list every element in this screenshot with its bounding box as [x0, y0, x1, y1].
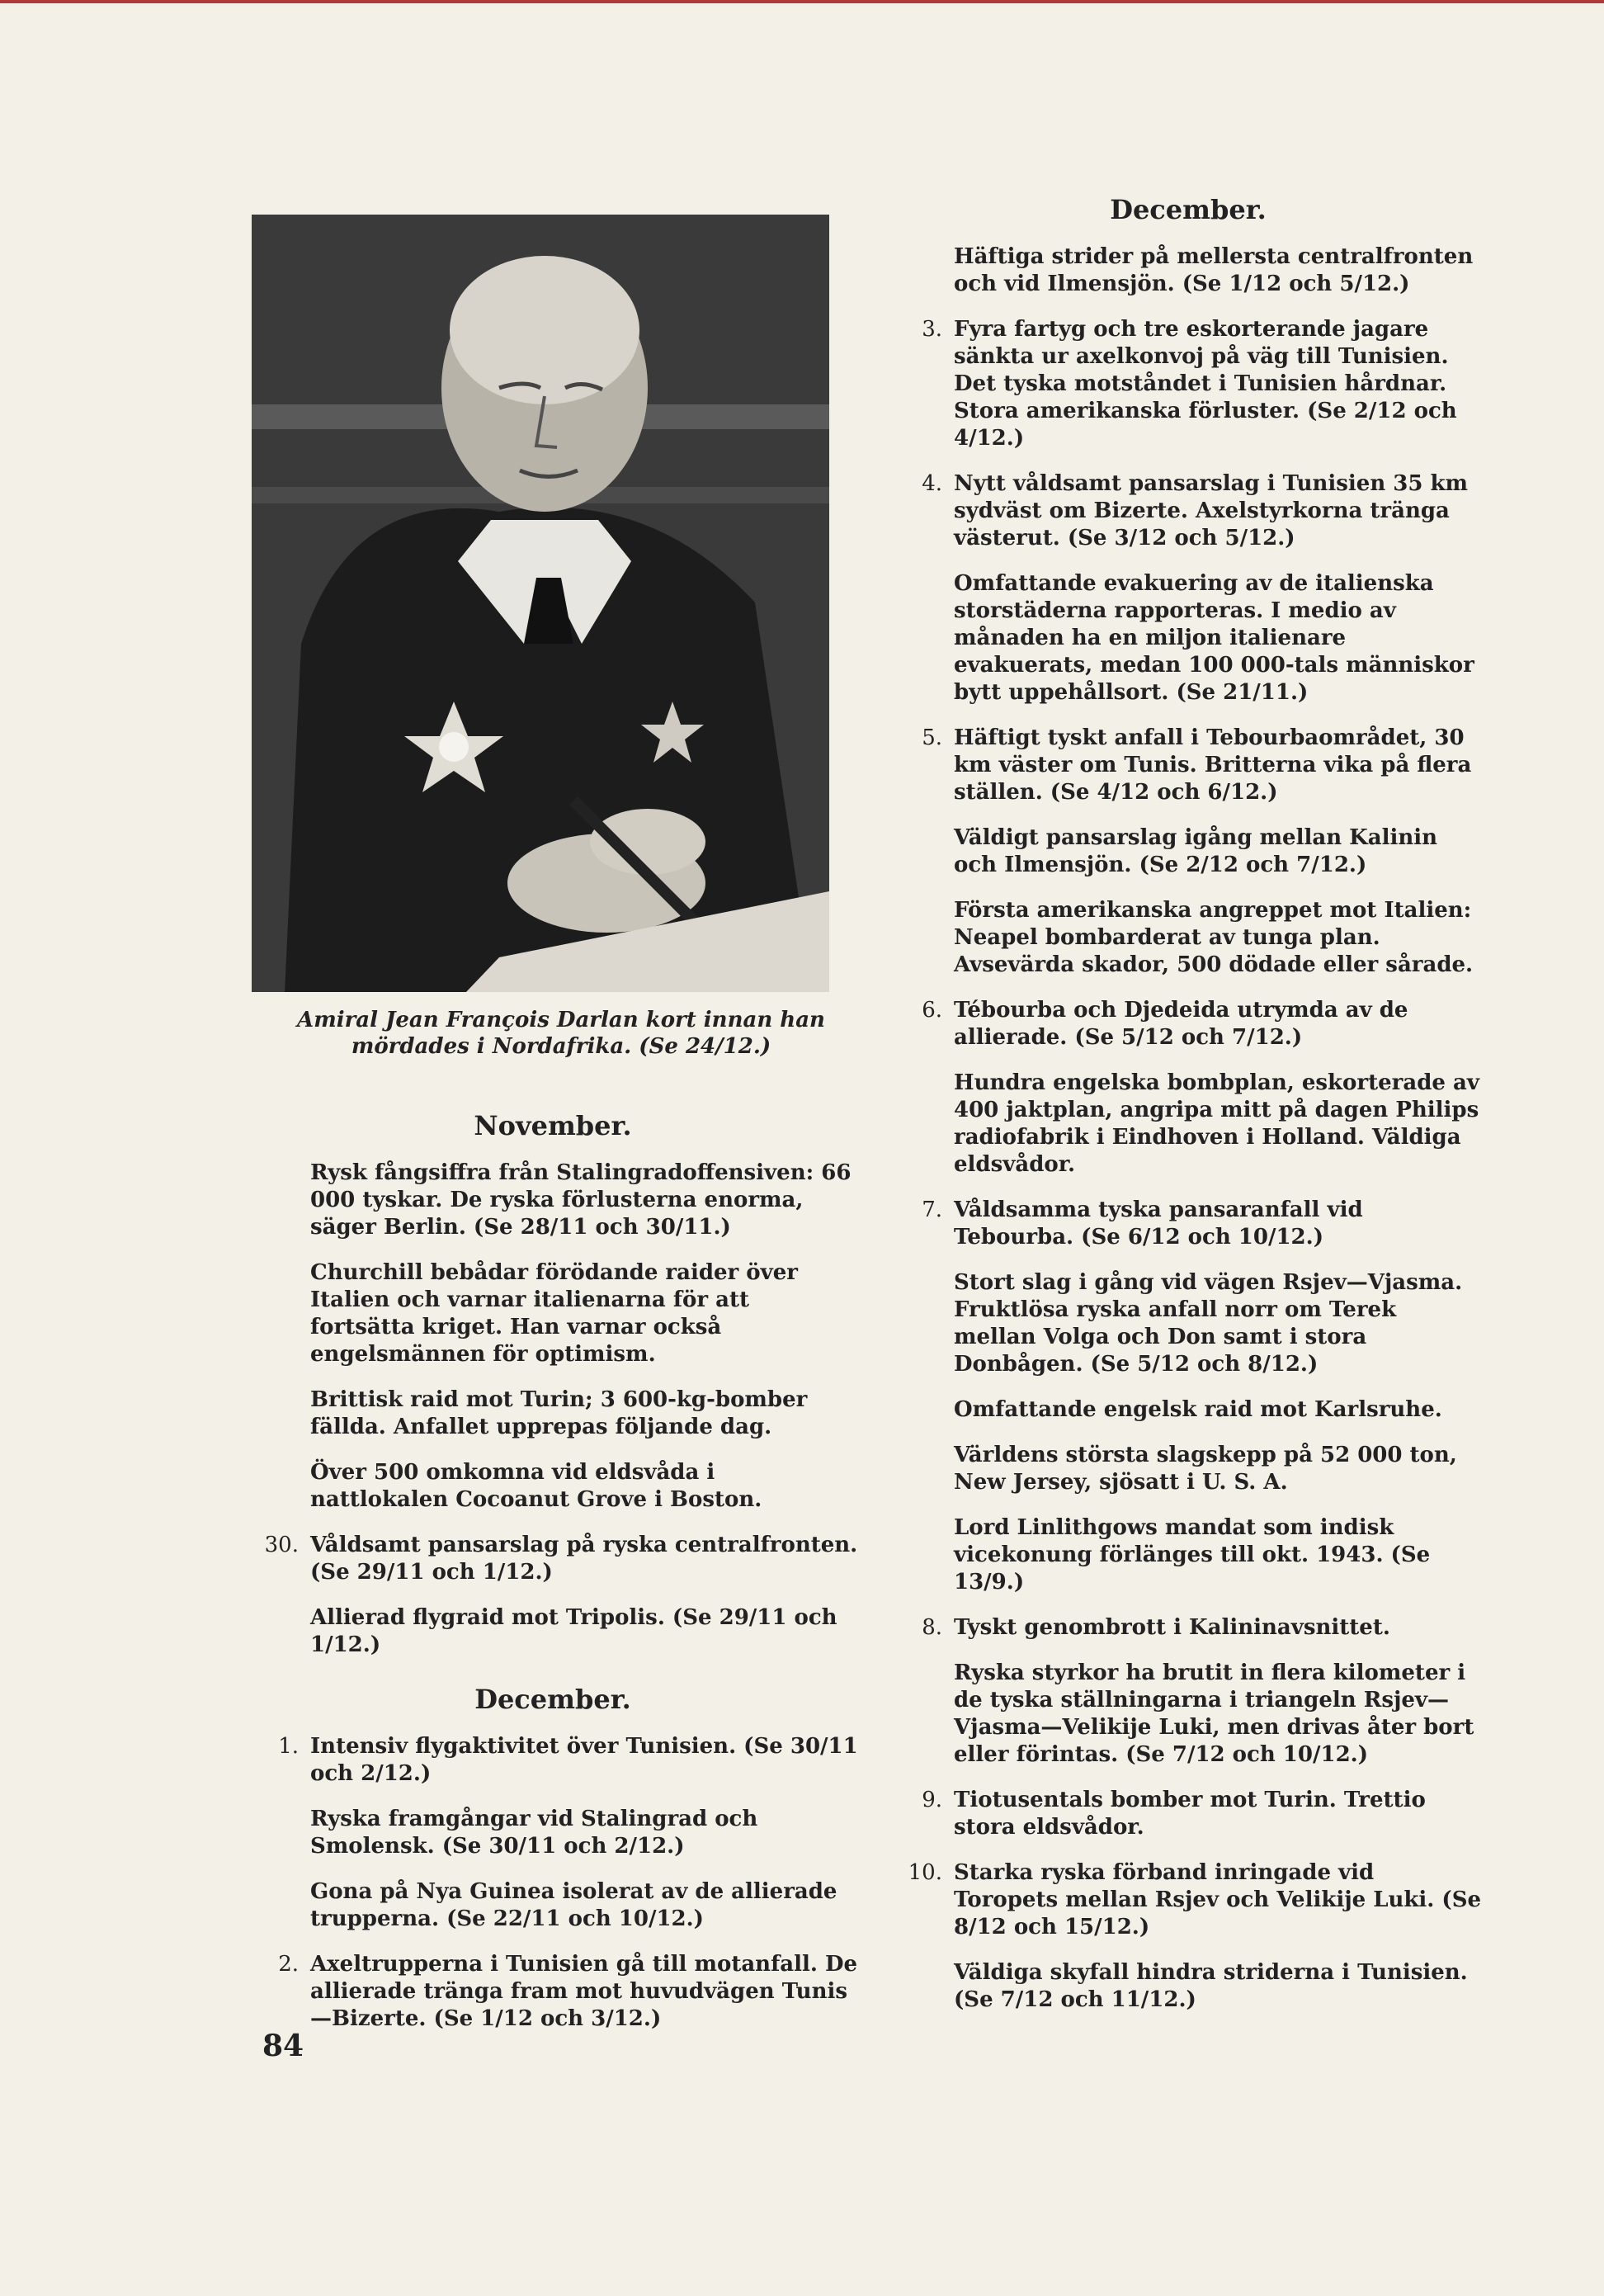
chronicle-entry [248, 1532, 858, 1586]
december-entries-right [891, 243, 1485, 2014]
entry-date-number [248, 1259, 310, 1368]
chronicle-entry [248, 1459, 858, 1514]
entry-date-number [891, 824, 954, 879]
entry-date-number: 9. [922, 1788, 942, 1812]
entry-text: Ryska framgångar vid Stalingrad och Smolensk. (Se 30/11 och 2/12.) [310, 1807, 758, 1859]
entry-date-number [248, 1604, 310, 1659]
entry-text: Häftiga strider på mellersta centralfronten och vid Ilmensjön. (Se 1/12 och 5/12.) [954, 244, 1474, 296]
entry-text: Stort slag i gång vid vägen Rsjev—Vjasma. Fruktlösa ryska anfall norr om Terek mellan Volga och Don samt i stora Donbågen. (Se 5/12 och 8/12.) [954, 1270, 1463, 1377]
entry-text: Våldsamma tyska pansaranfall vid Tebourba. (Se 6/12 och 10/12.) [954, 1198, 1363, 1250]
entry-date-number [891, 1442, 954, 1496]
entry-date-number [891, 1514, 954, 1596]
entry-text: Tébourba och Djedeida utrymda av de allierade. (Se 5/12 och 7/12.) [954, 998, 1408, 1050]
chronicle-entry [891, 1442, 1485, 1496]
chronicle-entry [891, 1959, 1485, 2014]
entry-text: Väldigt pansarslag igång mellan Kalinin och Ilmensjön. (Se 2/12 och 7/12.) [954, 825, 1438, 877]
entry-date-number: 5. [922, 725, 942, 750]
entry-text: Brittisk raid mot Turin; 3 600-kg-bomber fällda. Anfallet upprepas följande dag. [310, 1387, 808, 1439]
december-entries-left [248, 1733, 858, 2033]
entry-date-number [891, 570, 954, 706]
chronicle-entry [891, 243, 1485, 298]
chronicle-entry [248, 1878, 858, 1933]
november-entries [248, 1160, 858, 1659]
december-heading-right: December. [1110, 194, 1267, 225]
entry-date-number [891, 897, 954, 979]
entry-text: Starka ryska förband inringade vid Toropets mellan Rsjev och Velikije Luki. (Se 8/12 och 15/12.) [954, 1860, 1482, 1939]
chronicle-entry [248, 1806, 858, 1860]
entry-text: Över 500 omkomna vid eldsvåda i nattlokalen Cocoanut Grove i Boston. [310, 1460, 762, 1512]
entry-text: Omfattande evakuering av de italienska storstäderna rapporteras. I medio av månaden ha en miljon italienare evakuerats, medan 100 000-tals människor bytt uppehållsort. (Se 21/11.) [954, 571, 1474, 705]
chronicle-entry [891, 570, 1485, 706]
entry-text: Första amerikanska angreppet mot Italien: Neapel bombarderat av tunga plan. Avsevärda skador, 500 dödade eller sårade. [954, 898, 1474, 977]
portrait-photo [252, 215, 829, 992]
page-number: 84 [262, 2029, 304, 2063]
entry-date-number: 2. [278, 1952, 299, 1977]
entry-text: Tiotusentals bomber mot Turin. Trettio stora eldsvådor. [954, 1788, 1426, 1840]
december-heading-left: December. [474, 1684, 631, 1715]
entry-date-number [248, 1878, 310, 1933]
chronicle-entry [248, 1259, 858, 1368]
chronicle-entry [891, 1514, 1485, 1596]
entry-text: Allierad flygraid mot Tripolis. (Se 29/11 och 1/12.) [310, 1605, 837, 1657]
entry-date-number: 10. [908, 1860, 942, 1885]
entry-date-number: 1. [278, 1734, 299, 1759]
entry-date-number [248, 1806, 310, 1860]
chronicle-entry [891, 824, 1485, 879]
entry-date-number: 6. [922, 998, 942, 1023]
chronicle-entry [891, 725, 1485, 806]
entry-date-number: 4. [922, 471, 942, 496]
entry-date-number [891, 1269, 954, 1378]
entry-text: Gona på Nya Guinea isolerat av de allierade trupperna. (Se 22/11 och 10/12.) [310, 1879, 837, 1931]
chronicle-entry [891, 1787, 1485, 1841]
entry-date-number [248, 1459, 310, 1514]
entry-date-number [248, 1160, 310, 1241]
entry-date-number [891, 1396, 954, 1424]
entry-text: Lord Linlithgows mandat som indisk vicekonung förlänges till okt. 1943. (Se 13/9.) [954, 1515, 1431, 1594]
entry-date-number: 3. [922, 317, 942, 342]
entry-text: Rysk fångsiffra från Stalingradoffensiven: 66 000 tyskar. De ryska förlusterna enorma, säger Berlin. (Se 28/11 och 30/11.) [310, 1160, 852, 1240]
entry-date-number: 30. [264, 1533, 299, 1557]
entry-date-number [891, 1959, 954, 2014]
entry-text: Häftigt tyskt anfall i Tebourbaområdet, 30 km väster om Tunis. Britterna vika på flera ställen. (Se 4/12 och 6/12.) [954, 725, 1472, 805]
chronicle-entry [891, 1269, 1485, 1378]
entry-text: Omfattande engelsk raid mot Karlsruhe. [954, 1397, 1442, 1422]
entry-text: Nytt våldsamt pansarslag i Tunisien 35 km sydväst om Bizerte. Axelstyrkorna tränga västerut. (Se 3/12 och 5/12.) [954, 471, 1469, 550]
chronicle-entry [891, 1614, 1485, 1642]
chronicle-entry [891, 1859, 1485, 1941]
entry-date-number [248, 1387, 310, 1441]
entry-date-number: 8. [922, 1615, 942, 1640]
november-heading: November. [474, 1110, 632, 1141]
entry-date-number: 7. [922, 1198, 942, 1222]
entry-text: Axeltrupperna i Tunisien gå till motanfall. De allierade tränga fram mot huvudvägen Tunis—Bizerte. (Se 1/12 och 3/12.) [310, 1952, 858, 2031]
entry-text: Väldiga skyfall hindra striderna i Tunisien. (Se 7/12 och 11/12.) [954, 1960, 1468, 2012]
chronicle-entry [891, 1070, 1485, 1179]
chronicle-entry [891, 1660, 1485, 1769]
chronicle-entry [248, 1733, 858, 1788]
entry-text: Fyra fartyg och tre eskorterande jagare sänkta ur axelkonvoj på väg till Tunisien. Det tyska motståndet i Tunisien hårdnar. Stora amerikanska förluster. (Se 2/12 och 4/12.) [954, 317, 1457, 451]
entry-text: Våldsamt pansarslag på ryska centralfronten. (Se 29/11 och 1/12.) [310, 1533, 858, 1585]
entry-date-number [891, 1070, 954, 1179]
left-column [248, 1110, 858, 2051]
entry-text: Ryska styrkor ha brutit in flera kilometer i de tyska ställningarna i triangeln Rsjev—Vjasma—Velikije Luki, men drivas åter bort eller förintas. (Se 7/12 och 10/12.) [954, 1661, 1474, 1767]
chronicle-entry [248, 1951, 858, 2033]
chronicle-entry [248, 1604, 858, 1659]
entry-text: Churchill bebådar förödande raider över Italien och varnar italienarna för att fortsätta kriget. Han varnar också engelsmännen för optimism. [310, 1260, 798, 1367]
darlan-portrait-image [252, 215, 829, 992]
entry-text: Tyskt genombrott i Kalininavsnittet. [954, 1615, 1390, 1640]
top-border [0, 0, 1604, 3]
chronicle-entry [891, 316, 1485, 452]
entry-text: Intensiv flygaktivitet över Tunisien. (Se 30/11 och 2/12.) [310, 1734, 858, 1786]
chronicle-entry [891, 470, 1485, 552]
chronicle-entry [891, 1396, 1485, 1424]
chronicle-entry [248, 1387, 858, 1441]
chronicle-entry [891, 997, 1485, 1051]
entry-date-number [891, 243, 954, 298]
chronicle-entry [248, 1160, 858, 1241]
entry-text: Världens största slagskepp på 52 000 ton, New Jersey, sjösatt i U. S. A. [954, 1443, 1457, 1495]
entry-text: Hundra engelska bombplan, eskorterade av 400 jaktplan, angripa mitt på dagen Philips radiofabrik i Eindhoven i Holland. Väldiga eldsvådor. [954, 1070, 1479, 1177]
entry-date-number [891, 1660, 954, 1769]
chronicle-entry [891, 897, 1485, 979]
chronicle-entry [891, 1197, 1485, 1251]
photo-caption: Amiral Jean François Darlan kort innan han mördades i Nordafrika. (Se 24/12.) [297, 1008, 825, 1059]
right-column [891, 194, 1485, 2032]
